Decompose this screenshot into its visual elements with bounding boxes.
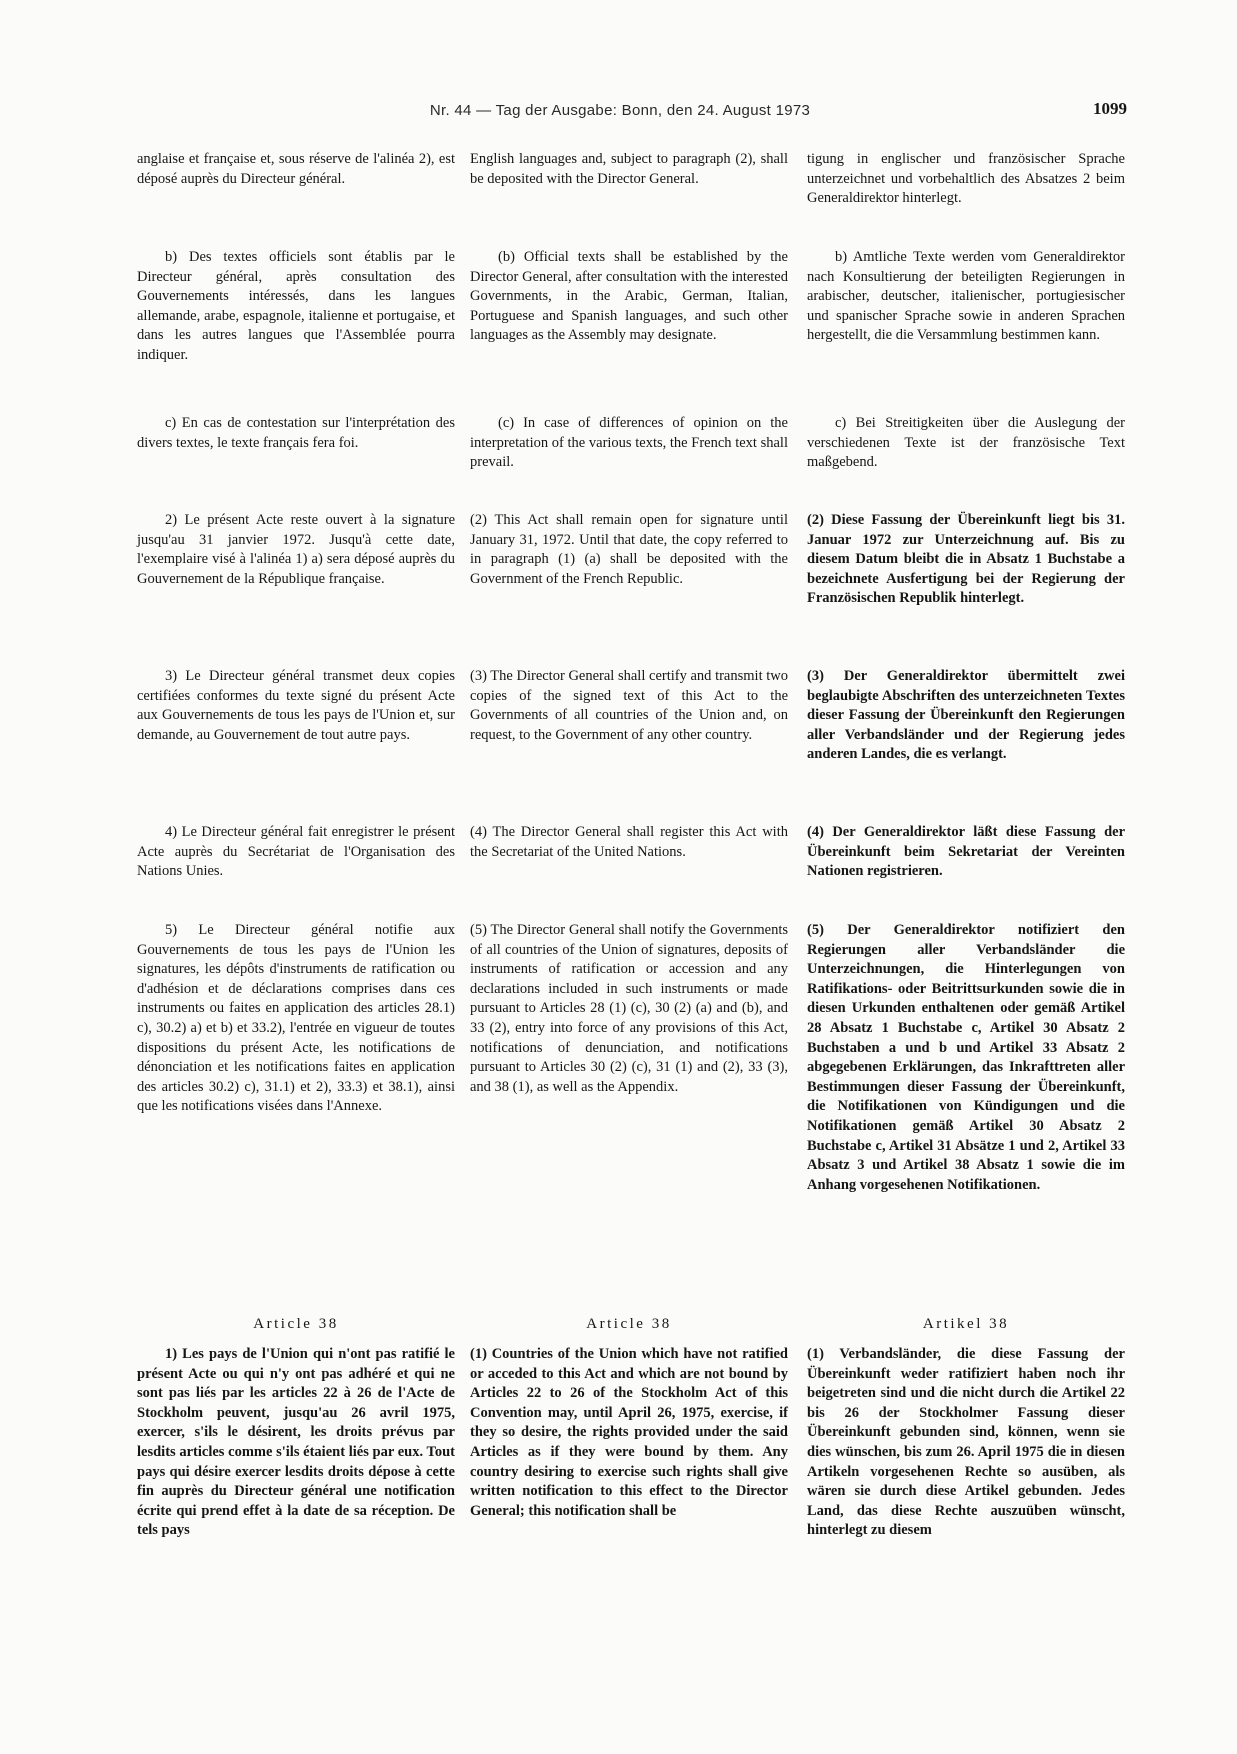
issue-header: Nr. 44 — Tag der Ausgabe: Bonn, den 24. August 1973: [429, 102, 811, 119]
fr-para-1b: b) Des textes officiels sont établis par le Directeur général, après consultation des Gouvernements intéressés, dans les langues allemande, arabe, espagnole, italienne et portugaise, et dans les autres langues que l'Assemblée pourra indiquer.: [137, 249, 455, 363]
de-para-1b: b) Amtliche Texte werden vom Generaldirektor nach Konsultierung der beteiligten Regierungen in arabischer, deutscher, italienischer, portugiesischer und spanischer Sprache sowie in anderen Sprachen hergestellt, die die Versammlung bestimmen kann.: [807, 249, 1125, 344]
fr-para-3: 3) Le Directeur général transmet deux copies certifiées conformes du texte signé du présent Acte aux Gouvernements de tous les pays de l'Union et, sur demande, au Gouvernement de tout autre pays.: [137, 668, 455, 743]
en-article-para-1: (1) Countries of the Union which have not ratified or acceded to this Act and which are not bound by Articles 22 to 26 of the Stockholm Act of this Convention may, until April 26, 1975, exercise, if they so desire, the rights provided under the said Articles as if they were bound by them. Any country desiring to exercise such rights shall give written notification to this effect to the Director General; this notification shall be: [470, 1346, 788, 1519]
fr-para-1c: c) En cas de contestation sur l'interprétation des divers textes, le texte français fera foi.: [137, 415, 455, 451]
fr-article-para-1: 1) Les pays de l'Union qui n'ont pas ratifié le présent Acte ou qui n'y ont pas adhéré et qui ne sont pas liés par les articles 22 à 26 de l'Acte de Stockholm peuvent, jusqu'au 26 avril 1975, exercer, s'ils le désirent, les droits prévus par lesdits articles comme s'ils étaient liés par eux. Tout pays qui désire exercer lesdits droits dépose à cette fin auprès du Directeur général une notification écrite qui prend effet à la date de sa réception. De tels pays: [137, 1346, 455, 1539]
fr-para-4: 4) Le Directeur général fait enregistrer le présent Acte auprès du Secrétariat de l'Organisation des Nations Unies.: [137, 824, 455, 880]
en-para-4: (4) The Director General shall register this Act with the Secretariat of the United Nations.: [470, 824, 788, 860]
en-continuation: English languages and, subject to paragraph (2), shall be deposited with the Director General.: [470, 151, 788, 187]
de-para-5: (5) Der Generaldirektor notifiziert den Regierungen aller Verbandsländer die Unterzeichnungen, die Hinterlegungen von Ratifikations- oder Beitrittsurkunden sowie die in diesen Urkunden enthaltenen oder gemäß Artikel 28 Absatz 1 Buchstabe c, Artikel 30 Absatz 2 Buchstaben a und b und Artikel 33 Absatz 2 abgegebenen Erklärungen, das Inkrafttreten aller Bestimmungen dieser Fassung der Übereinkunft, die Notifikationen von Kündigungen und die Notifikationen gemäß Artikel 30 Absatz 2 Buchstabe c, Artikel 31 Absätze 1 und 2, Artikel 33 Absatz 3 und Artikel 38 Absatz 1 sowie die im Anhang vorgesehenen Notifikationen.: [807, 922, 1125, 1193]
de-article-para-1: (1) Verbandsländer, die diese Fassung der Übereinkunft weder ratifiziert haben noch ihr beigetreten sind und die nicht durch die Artikel 22 bis 26 der Stockholmer Fassung dieser Übereinkunft gebunden sind, können, wenn sie dies wünschen, bis zum 26. April 1975 die in diesen Artikeln vorgesehenen Rechte so ausüben, als wären sie durch diese Artikel gebunden. Jedes Land, das diese Rechte auszuüben wünscht, hinterlegt zu diesem: [807, 1346, 1125, 1539]
fr-continuation: anglaise et française et, sous réserve de l'alinéa 2), est déposé auprès du Directeur général.: [137, 151, 455, 187]
en-para-1b: (b) Official texts shall be established by the Director General, after consultation with the interested Governments, in the Arabic, German, Italian, Portuguese and Spanish languages, and such other languages as the Assembly may designate.: [470, 249, 788, 344]
en-para-2: (2) This Act shall remain open for signature until January 31, 1972. Until that date, the copy referred to in paragraph (1) (a) shall be deposited with the Government of the French Republic.: [470, 512, 788, 587]
en-para-1c: (c) In case of differences of opinion on the interpretation of the various texts, the French text shall prevail.: [470, 415, 788, 471]
fr-para-2: 2) Le présent Acte reste ouvert à la signature jusqu'au 31 janvier 1972. Jusqu'à cette date, l'exemplaire visé à l'alinéa 1) a) sera déposé auprès du Gouvernement de la République française.: [137, 512, 455, 587]
de-article-heading: Artikel 38: [922, 1316, 1010, 1332]
en-para-3: (3) The Director General shall certify and transmit two copies of the signed text of this Act to the Governments of all countries of the Union and, on request, to the Government of any other country.: [470, 668, 788, 743]
de-continuation: tigung in englischer und französischer Sprache unterzeichnet und vorbehaltlich des Absatzes 2 beim Generaldirektor hinterlegt.: [807, 151, 1125, 207]
fr-para-5: 5) Le Directeur général notifie aux Gouvernements de tous les pays de l'Union les signatures, les dépôts d'instruments de ratification ou d'adhésion et de déclarations comprises dans ces instruments ou faites en application des articles 28.1) c), 30.2) a) et b) et 33.2), l'entrée en vigueur de toutes dispositions du présent Acte, les notifications de dénonciation et les notifications faites en application des articles 30.2) c), 31.1) et 2), 33.3) et 38.1), ainsi que les notifications visées dans l'Annexe.: [137, 922, 455, 1115]
en-para-5: (5) The Director General shall notify the Governments of all countries of the Union of signatures, deposits of instruments of ratification or accession and any declarations included in such instruments or made pursuant to Articles 28 (1) (c), 30 (2) (a) and (b), and 33 (2), entry into force of any provisions of this Act, notifications of denunciation, and notifications pursuant to Articles 30 (2) (c), 31 (1) and (2), 33 (3), and 38 (1), as well as the Appendix.: [470, 922, 788, 1095]
fr-article-heading: Article 38: [253, 1316, 339, 1332]
en-article-heading: Article 38: [586, 1316, 672, 1332]
de-para-4: (4) Der Generaldirektor läßt diese Fassung der Übereinkunft beim Sekretariat der Vereinten Nationen registrieren.: [807, 824, 1125, 880]
de-para-1c: c) Bei Streitigkeiten über die Auslegung der verschiedenen Texte ist der französische Text maßgebend.: [807, 415, 1125, 471]
de-para-2: (2) Diese Fassung der Übereinkunft liegt bis 31. Januar 1972 zur Unterzeichnung auf. Bis zu diesem Datum bleibt die in Absatz 1 Buchstabe a bezeichnete Ausfertigung bei der Regierung der Französischen Republik hinterlegt.: [807, 512, 1125, 607]
de-para-3: (3) Der Generaldirektor übermittelt zwei beglaubigte Abschriften des unterzeichneten Textes dieser Fassung der Übereinkunft den Regierungen aller Verbandsländer und der Regierung jedes anderen Landes, die es verlangt.: [807, 668, 1125, 763]
page-number: 1099: [1093, 99, 1127, 118]
